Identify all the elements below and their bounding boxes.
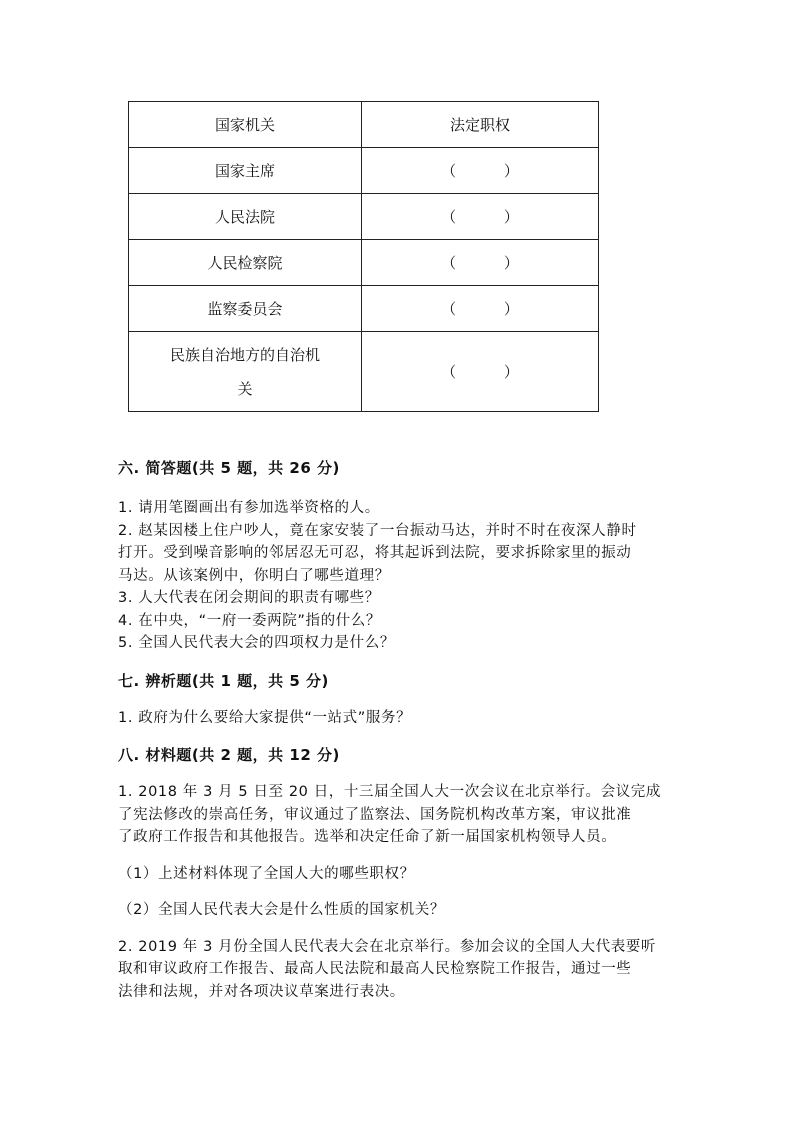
analysis-questions — [118, 707, 678, 730]
short-answer-questions — [118, 497, 678, 655]
organ-cell: 国家主席 — [129, 148, 362, 194]
material-line: 取和审议政府工作报告、最高人民法院和最高人民检察院工作报告，通过一些 — [118, 961, 632, 977]
answer-blank: （ ） — [441, 161, 519, 180]
organ-cell: 人民法院 — [129, 194, 362, 240]
question-line: 打开。受到噪音影响的邻居忍无可忍，将其起诉到法院，要求拆除家里的振动 — [118, 545, 632, 561]
section-title-material: 八. 材料题(共 2 题，共 12 分) — [118, 746, 340, 764]
header-organ: 国家机关 — [129, 102, 362, 148]
question-line: 2. 赵某因楼上住户吵人，竟在家安装了一台振动马达，并时不时在夜深人静时 — [118, 522, 637, 539]
blank-cell[interactable] — [362, 240, 599, 286]
blank-cell[interactable] — [362, 194, 599, 240]
question-line: 1. 请用笔圈画出有参加选举资格的人。 — [118, 500, 380, 516]
header-duty: 法定职权 — [362, 102, 599, 148]
material-line: 了宪法修改的崇高任务，审议通过了监察法、国务院机构改革方案，审议批准 — [118, 806, 632, 823]
question-line: 3. 人大代表在闭会期间的职责有哪些？ — [118, 590, 380, 606]
question-line: 4. 在中央，“一府一委两院”指的什么？ — [118, 612, 381, 629]
organ-cell: 监察委员会 — [129, 286, 362, 332]
organ-cell: 人民检察院 — [129, 240, 362, 286]
sub-question-1: （1）上述材料体现了全国人大的哪些职权？ — [118, 865, 415, 882]
question-line: 马达。从该案例中，你明白了哪些道理？ — [118, 567, 390, 584]
answer-blank: （ ） — [441, 299, 519, 318]
table-header-row — [129, 102, 599, 148]
table-row — [129, 240, 599, 286]
table-row — [129, 148, 599, 194]
sub-question-2: （2）全国人民代表大会是什么性质的国家机关？ — [118, 902, 445, 918]
material-question-1 — [118, 781, 678, 849]
material-question-2 — [118, 936, 678, 1004]
table-row — [129, 194, 599, 240]
section-title-short-answer: 六. 简答题(共 5 题，共 26 分) — [118, 459, 340, 477]
material-line: 法律和法规，并对各项决议草案进行表决。 — [118, 983, 405, 1000]
table-row — [129, 332, 599, 412]
questions-content — [118, 456, 678, 1003]
material-line: 1. 2018 年 3 月 5 日至 20 日，十三届全国人大一次会议在北京举行。会议完成 — [118, 784, 662, 800]
answer-blank: （ ） — [441, 253, 519, 272]
material-line: 2. 2019 年 3 月份全国人民代表大会在北京举行。参加会议的全国人大代表要听 — [118, 938, 656, 955]
organ-cell — [129, 332, 362, 412]
question-line: 1. 政府为什么要给大家提供“一站式”服务？ — [118, 709, 412, 726]
material-line: 了政府工作报告和其他报告。选举和决定任命了新一届国家机构领导人员。 — [118, 829, 617, 845]
organ-duty-table — [128, 101, 599, 412]
blank-cell[interactable] — [362, 332, 599, 412]
answer-blank: （ ） — [441, 362, 519, 381]
organ-line: 关 — [237, 379, 253, 398]
blank-cell[interactable] — [362, 286, 599, 332]
organ-line: 民族自治地方的自治机 — [169, 345, 320, 364]
question-line: 5. 全国人民代表大会的四项权力是什么？ — [118, 635, 395, 651]
section-title-analysis: 七. 辨析题(共 1 题，共 5 分) — [118, 671, 329, 690]
answer-blank: （ ） — [441, 207, 519, 226]
table-row — [129, 286, 599, 332]
blank-cell[interactable] — [362, 148, 599, 194]
